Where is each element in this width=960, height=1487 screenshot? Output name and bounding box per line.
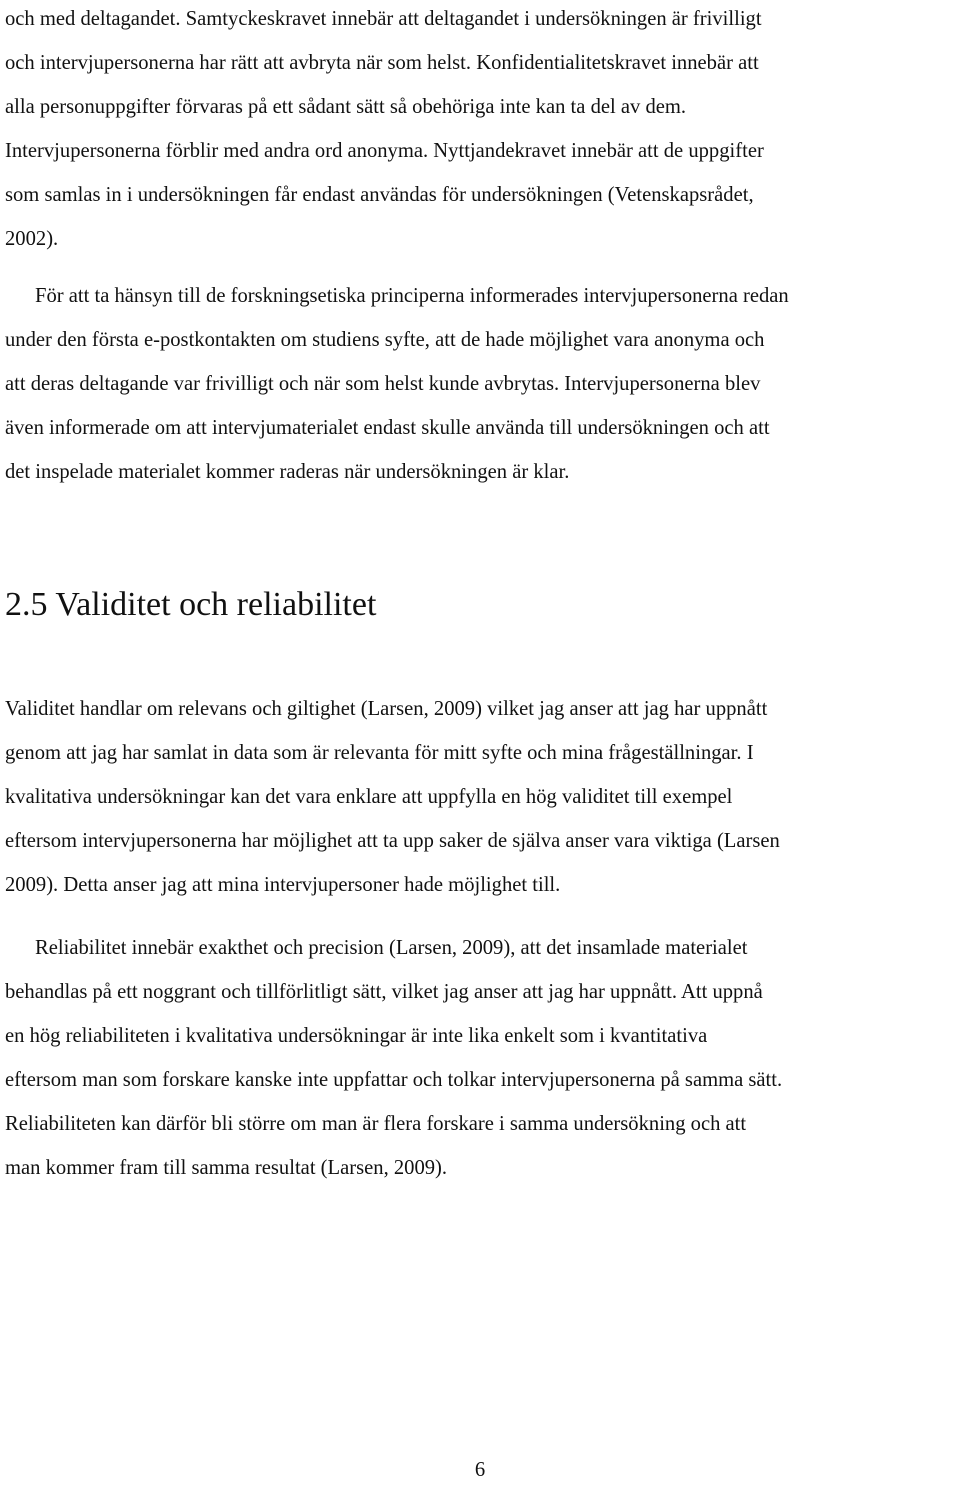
text-line: det inspelade materialet kommer raderas när undersökningen är klar.: [5, 461, 570, 483]
text-line: genom att jag har samlat in data som är relevanta för mitt syfte och mina frågeställningar. I: [5, 742, 754, 764]
text-line: en hög reliabiliteten i kvalitativa undersökningar är inte lika enkelt som i kvantitativa: [5, 1025, 708, 1047]
text-line: För att ta hänsyn till de forskningsetiska principerna informerades intervjupersonerna redan: [35, 285, 789, 307]
text-line: under den första e-postkontakten om studiens syfte, att de hade möjlighet vara anonyma och: [5, 329, 765, 351]
text-line: att deras deltagande var frivilligt och när som helst kunde avbrytas. Intervjupersonerna blev: [5, 373, 761, 395]
text-line: eftersom man som forskare kanske inte uppfattar och tolkar intervjupersonerna på samma sätt.: [5, 1069, 783, 1091]
text-line: även informerade om att intervjumaterialet endast skulle använda till undersökningen och att: [5, 417, 770, 439]
text-line: man kommer fram till samma resultat (Larsen, 2009).: [5, 1157, 448, 1179]
page-number: 6: [474, 1459, 486, 1481]
text-line: som samlas in i undersökningen får endast användas för undersökningen (Vetenskapsrådet,: [5, 184, 754, 206]
text-line: Validitet handlar om relevans och giltighet (Larsen, 2009) vilket jag anser att jag har uppnått: [5, 698, 768, 720]
text-line: alla personuppgifter förvaras på ett sådant sätt så obehöriga inte kan ta del av dem.: [5, 96, 687, 118]
paragraph-validity: [5, 687, 957, 907]
text-line: Intervjupersonerna förblir med andra ord anonyma. Nyttjandekravet innebär att de uppgifter: [5, 140, 764, 162]
text-line: behandlas på ett noggrant och tillförlitligt sätt, vilket jag anser att jag har uppnått. Att uppnå: [5, 981, 763, 1003]
paragraph-reliability: [5, 926, 957, 1190]
text-line: Reliabiliteten kan därför bli större om man är flera forskare i samma undersökning och att: [5, 1113, 747, 1135]
text-line: kvalitativa undersökningar kan det vara enklare att uppfylla en hög validitet till exempel: [5, 786, 733, 808]
paragraph-ethics-requirements: [5, 0, 957, 261]
text-line: 2009). Detta anser jag att mina intervjupersoner hade möjlighet till.: [5, 874, 561, 896]
text-line: eftersom intervjupersonerna har möjlighet att ta upp saker de själva anser vara viktiga (Larsen: [5, 830, 780, 852]
text-line: 2002).: [5, 228, 59, 250]
text-line: Reliabilitet innebär exakthet och precision (Larsen, 2009), att det insamlade materialet: [35, 937, 748, 959]
section-heading: 2.5 Validitet och reliabilitet: [5, 586, 377, 623]
paragraph-ethics-application: [5, 274, 957, 494]
text-line: och intervjupersonerna har rätt att avbryta när som helst. Konfidentialitetskravet innebär att: [5, 52, 759, 74]
text-line: och med deltagandet. Samtyckeskravet innebär att deltagandet i undersökningen är frivilligt: [5, 8, 762, 30]
